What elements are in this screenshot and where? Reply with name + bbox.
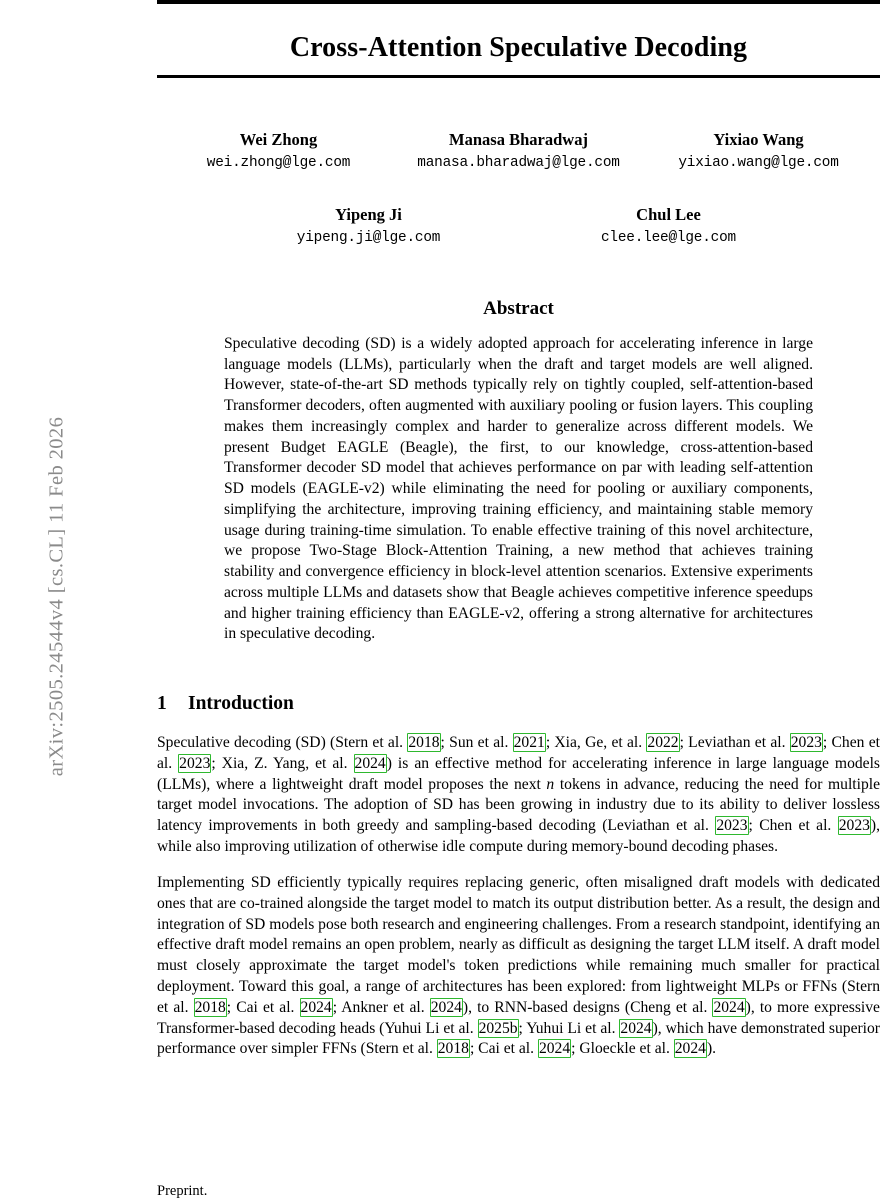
- author-name: Manasa Bharadwaj: [449, 130, 588, 149]
- author-name: Chul Lee: [636, 205, 701, 224]
- author-name: Yipeng Ji: [335, 205, 402, 224]
- citation-link[interactable]: 2023: [790, 734, 822, 752]
- citation-link[interactable]: 2022: [647, 734, 679, 752]
- author-name: Wei Zhong: [239, 130, 318, 149]
- arxiv-stamp: arXiv:2505.24544v4 [cs.CL] 11 Feb 2026: [45, 416, 68, 777]
- author-block: [219, 205, 519, 246]
- abstract-heading: Abstract: [483, 298, 554, 319]
- abstract-text: Speculative decoding (SD) is a widely adopted approach for accelerating inference in large language models (LLMs), particularly when the draft and target models are well aligned. However, state-of-the-art SD methods typically rely on tightly coupled, self-attention-based Transformer decoders, often augmented with auxiliary pooling or fusion layers. This coupling makes them increasingly complex and harder to generalize across different models. We present Budget EAGLE (Beagle), the first, to our knowledge, cross-attention-based Transformer decoder SD model that achieves performance on par with leading self-attention SD models (EAGLE-v2) while eliminating the need for pooling or auxiliary components, simplifying the architecture, improving training efficiency, and maintaining stable memory usage during training-time simulation. To enable effective training of this novel architecture, we propose Two-Stage Block-Attention Training, a new method that achieves training stability and convergence efficiency in block-level attention scenarios. Extensive experiments across multiple LLMs and datasets show that Beagle achieves competitive inference speedups and higher training efficiency than EAGLE-v2, offering a strong alternative for architectures in speculative decoding.: [224, 335, 813, 643]
- section-title: Introduction: [188, 693, 294, 715]
- math-variable: n: [546, 775, 555, 793]
- authors-row-2: [157, 205, 880, 246]
- citation-link[interactable]: 2024: [300, 998, 332, 1016]
- author-block: [644, 130, 874, 171]
- author-block: [519, 205, 819, 246]
- citation-link[interactable]: 2024: [354, 754, 386, 772]
- citation-link[interactable]: 2024: [674, 1040, 706, 1058]
- author-email[interactable]: manasa.bharadwaj@lge.com: [417, 155, 620, 171]
- paper-content: [157, 0, 880, 1060]
- author-name: Yixiao Wang: [713, 130, 804, 149]
- authors-row-1: [157, 130, 880, 171]
- title-rule-bottom: [157, 75, 880, 78]
- author-email[interactable]: yipeng.ji@lge.com: [296, 230, 441, 246]
- section-number: 1: [157, 693, 167, 715]
- title-rule-top: [157, 0, 880, 4]
- citation-link[interactable]: 2018: [194, 998, 226, 1016]
- citation-link[interactable]: 2023: [716, 817, 748, 835]
- author-email[interactable]: clee.lee@lge.com: [601, 230, 736, 246]
- citation-link[interactable]: 2024: [620, 1019, 652, 1037]
- citation-link[interactable]: 2023: [838, 817, 870, 835]
- section-heading-introduction: [157, 693, 880, 715]
- citation-link[interactable]: 2021: [513, 734, 545, 752]
- author-block: [394, 130, 644, 171]
- author-email[interactable]: yixiao.wang@lge.com: [678, 155, 839, 171]
- citation-link[interactable]: 2023: [179, 754, 211, 772]
- citation-link[interactable]: 2024: [713, 998, 745, 1016]
- citation-link[interactable]: 2018: [408, 734, 440, 752]
- paragraph-intro-1: Speculative decoding (SD) (Stern et al. 2018; Sun et al. 2021; Xia, Ge, et al. 2022; Leviathan et al. 2023; Chen et al. 2023; Xia, Z. Yang, et al. 2024) is an effective method for accelerating inference in large language models (LLMs), where a lightweight draft model proposes the next n tokens in advance, reducing the need for multiple target model invocations. The adoption of SD has been growing in industry due to its ability to deliver lossless latency improvements in both greedy and sampling-based decoding (Leviathan et al. 2023; Chen et al. 2023), while also improving utilization of otherwise idle compute during memory-bound decoding phases.: [157, 734, 881, 856]
- citation-link[interactable]: 2018: [437, 1040, 469, 1058]
- citation-link[interactable]: 2024: [430, 998, 462, 1016]
- author-block: [164, 130, 394, 171]
- page-title: Cross-Attention Speculative Decoding: [289, 32, 748, 63]
- citation-link[interactable]: 2025b: [478, 1019, 518, 1037]
- author-email[interactable]: wei.zhong@lge.com: [206, 155, 351, 171]
- paragraph-intro-2: Implementing SD efficiently typically requires replacing generic, often misaligned draft models with dedicated ones that are co-trained alongside the target model to match its output distribution better. As a result, the design and integration of SD models pose both research and engineering challenges. From a research standpoint, identifying an effective draft model remains an open problem, nearly as difficult as designing the target LLM itself. A draft model must closely approximate the target model's token predictions while remaining much smaller for practical deployment. Toward this goal, a range of architectures has been explored: from lightweight MLPs or FFNs (Stern et al. 2018; Cai et al. 2024; Ankner et al. 2024), to RNN-based designs (Cheng et al. 2024), to more expressive Transformer-based decoding heads (Yuhui Li et al. 2025b; Yuhui Li et al. 2024), which have demonstrated superior performance over simpler FFNs (Stern et al. 2018; Cai et al. 2024; Gloeckle et al. 2024).: [157, 873, 880, 1058]
- citation-link[interactable]: 2024: [538, 1040, 571, 1058]
- page-footer: Preprint.: [157, 1183, 208, 1199]
